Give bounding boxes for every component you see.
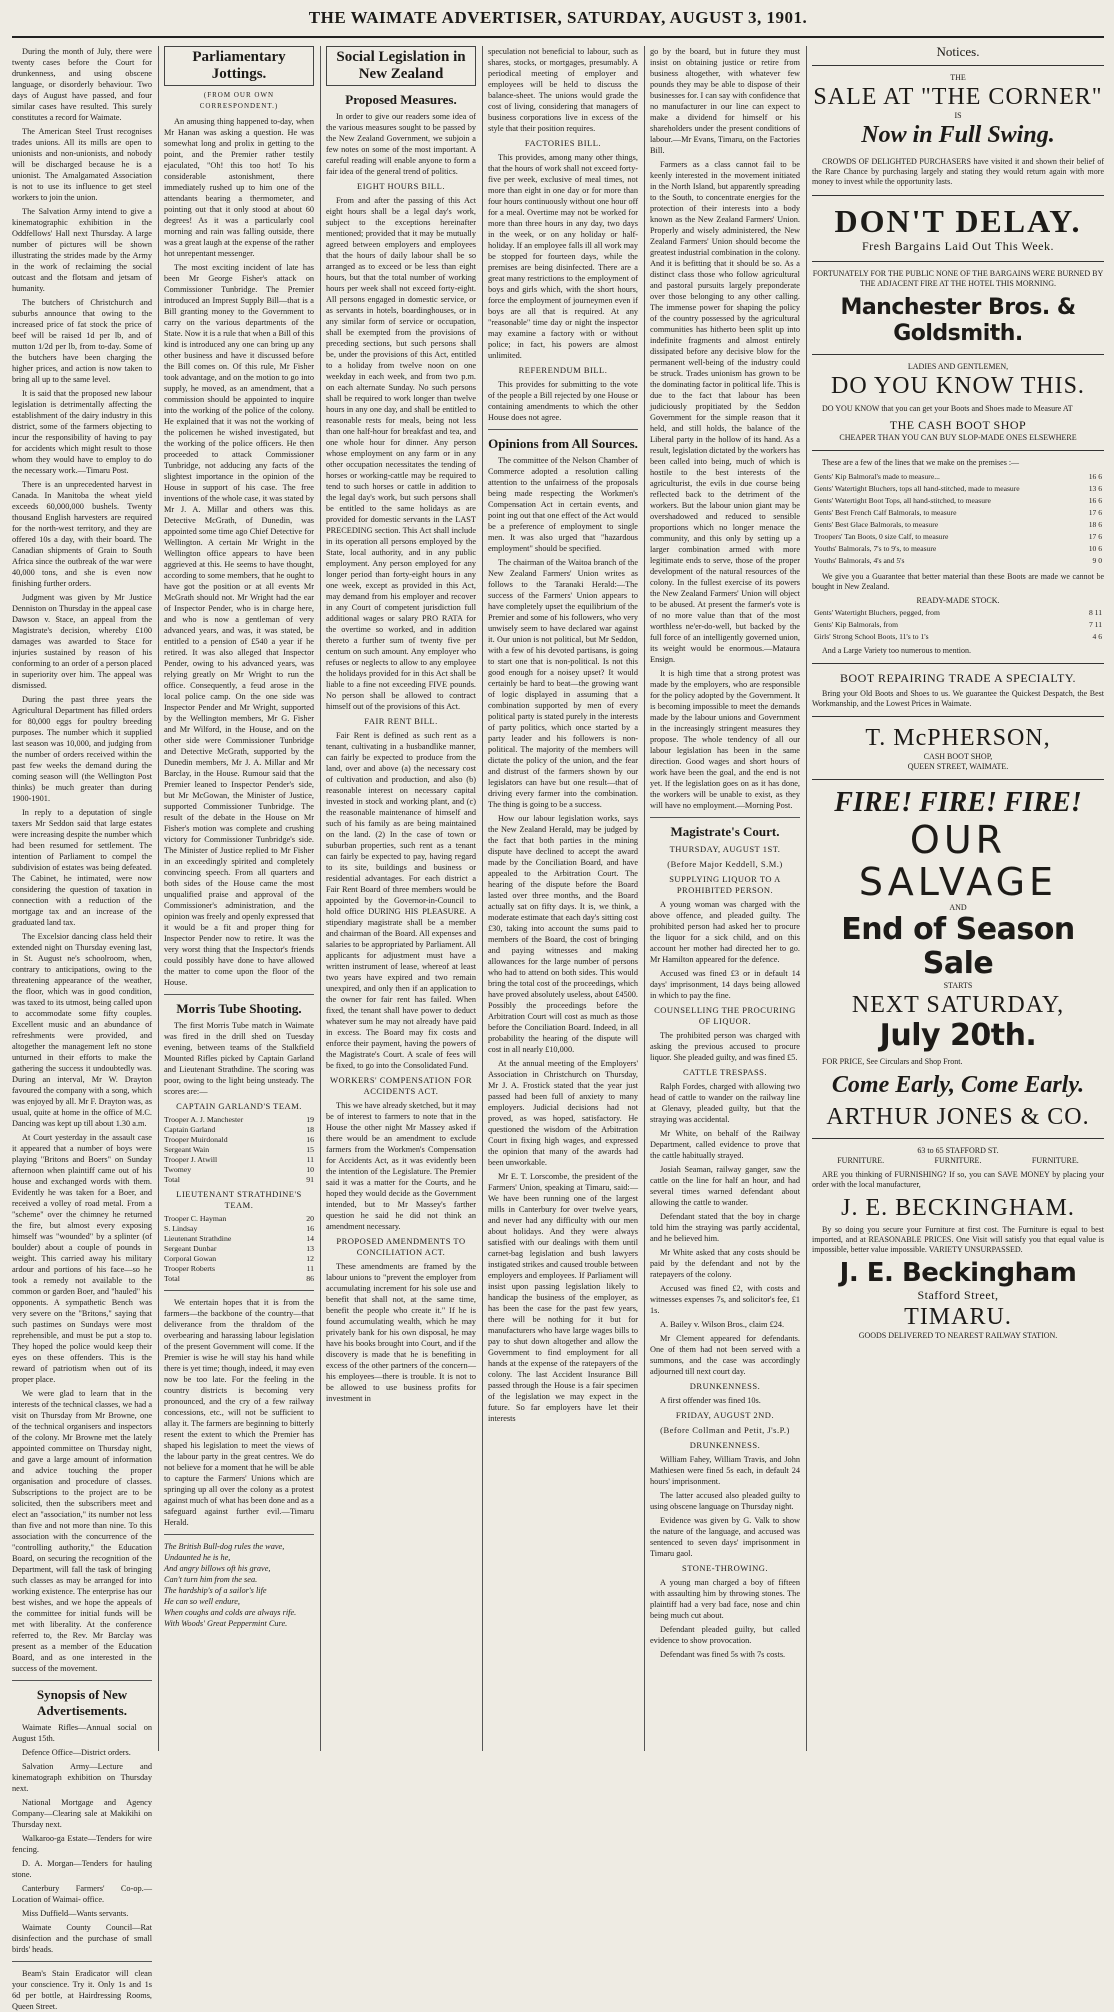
shooter-score: 11 (306, 1155, 314, 1164)
case-text: Evidence was given by G. Valk to show the nature of the language, and accused was sentenced to seven days' imprisonment in Timaru gaol. (650, 1516, 800, 1558)
eight-hours-text: From and after the passing of this Act eight hours shall be a legal day's work, subject to the exceptions hereinafter mentioned; provided that it may be mutually agreed between employers and employees that the hours of daily labour shall be so arranged as to exceed or be less than eight hours, but that the total number of working hours per week shall not exceed forty-eight. All persons engaged in domestic service, or as servants in hotels, boardinghouses, or in any similar form of service or occupation, shall be exempted from the provisions of preceding sections, but such persons shall be, under the provisions of this Act, entitled to a holiday from twelve noon on one weekday in each week, and from two p.m. on each alternate Sunday. No such persons shall be required to work longer than twelve hours in any one day, and shall be entitled to reasonable rests for meals, being not less than one half-hour for breakfast and tea, and one whole hour for dinner. Any person whose employment on any farm or in any other occupation necessitates the tending of horses or working-cattle may be required to tend to such horses or cattle in addition to the legal day's work, but such persons shall be entitled to the same holidays as are provided for domestic servants in the LAST PRECEDING section. This Act shall include in its operation all persons employed by the State, local authority, and in any public employment. Any person employed for any longer period than forty-eight hours in any one week, except as provided in this Act, may demand from his employer and recover in any Court of competent jurisdiction full additional wages or salary PRO RATA for the overtime so worked, and in addition thereto a further sum of twenty five per centum on such amount. Any employer who refuses or neglects to allow to any employee the holidays provided for in this Act shall be liable to a fine not exceeding FIVE pounds. No person shall be allowed to contract himself out of the provisions of this Act. (326, 196, 476, 711)
repairing-text: Bring your Old Boots and Shoes to us. We guarantee the Quickest Despatch, the Best Workmanship, and the Lowest Prices in Waimate. (812, 689, 1104, 708)
furniture-label: FURNITURE. (934, 1156, 982, 1165)
score-row (164, 1244, 314, 1254)
score-table (164, 1115, 314, 1185)
case-text: Defendant pleaded guilty, but called evidence to show provocation. (650, 1625, 800, 1645)
our-salvage: OUR SALVAGE (858, 818, 1058, 904)
price-row (814, 632, 1102, 642)
team-title: CAPTAIN GARLAND'S TEAM. (176, 1101, 302, 1111)
cheaper-text: CHEAPER THAN YOU CAN BUY SLOP-MADE ONES ELSEWHERE (839, 433, 1077, 442)
fire-fire-fire: FIRE! FIRE! FIRE! (834, 787, 1082, 818)
court-bench: (Before Major Keddell, S.M.) (667, 859, 783, 869)
price-value: 10 6 (1088, 544, 1102, 553)
mcpherson-name: T. McPHERSON, (865, 725, 1051, 751)
synopsis-item: Defence Office—District orders. (22, 1748, 131, 1757)
sale-at-the-corner: SALE AT "THE CORNER" (813, 84, 1103, 110)
score-row (164, 1125, 314, 1135)
price-item: Gents' Best Glace Balmorals, to measure (814, 520, 939, 529)
section-heading: WORKERS' COMPENSATION FOR ACCIDENTS ACT. (329, 1075, 473, 1096)
continued-paragraph: speculation not beneficial to labour, such as shares, stocks, or mortgages, presumably. A periodical meeting of employer and employees will be held to discuss the balance-sheet. The unions would grade the cost of living, considering that managers of business corporations live in excess of the style that their position requires. (488, 47, 638, 133)
synopsis-item: Canterbury Farmers' Co-op.—Location of Waimai- office. (12, 1884, 152, 1904)
ready-made-title: READY-MADE STOCK. (916, 596, 1000, 605)
price-value: 8 11 (1088, 608, 1102, 617)
news-paragraph: There is an unprecedented harvest in Canada. In Manitoba the wheat yield exceeds 60,000,000 bushels. Twenty thousand English harvesters are required for the north-west territory, and they are offered 10s a day, with their board. The Canadian shipments of Grain to South Africa since the outbreak of the war were 40,000 tons, and she is even now finishing further orders. (12, 480, 152, 588)
opinion-paragraph: How our labour legislation works, says the New Zealand Herald, may be judged by the fact that both parties in the mining dispute have declined to accept the award made by the Conciliation Board, and have appealed to the Arbitration Court. The hearing of the dispute before the Board lasted over three months, and the Board actually sat on fifty days. It is, we think, a moderate estimate that each day's sitting cost £30, taking into account the sums paid to members of the Board, the cost of bringing and paying witnesses and making allowances for the large number of persons who had to attend on both sides. This would bring the total cost of the proceedings, which have proved absolutely useless, about £4500. Possibly the proceedings before the Arbitration Court will cost as much as those before the Conciliation Board. Indeed, in all probability the hearing of the dispute will cost in all nearly £10,000. (488, 814, 639, 1054)
court-date: FRIDAY, AUGUST 2ND. (675, 1410, 775, 1420)
news-paragraph: The Salvation Army intend to give a kinematographic exhibition in the Oddfellows' Hall next Thursday. A large number of pictures will be shown illustrating the strides made by the Army in the work of reclaiming the social outcast and the flotsam and jetsam of humanity. (12, 207, 152, 293)
price-value: 18 6 (1088, 520, 1102, 529)
score-row (164, 1115, 314, 1125)
case-heading: STONE-THROWING. (682, 1563, 768, 1573)
case-text: A young woman was charged with the above offence, and pleaded guilty. The prohibited person had asked her to procure the liquor for a sick child, and on this account her mother had directed her to go. Mr Hamilton appeared for the defence. (650, 900, 800, 964)
are-you-furnishing: ARE you thinking of FURNISHING? If so, you can SAVE MONEY by placing your order with the local manufacturer, (812, 1170, 1104, 1189)
score-row (164, 1145, 314, 1155)
intro-paragraph: In order to give our readers some idea of the various measures sought to be passed by the New Zealand Government, we subjoin a few notes on some of the most important. A careful reading will enable anyone to form a fair idea of the general trend of politics. (326, 112, 476, 176)
cash-boot-shop: THE CASH BOOT SHOP (889, 418, 1027, 432)
column-social-legislation (326, 46, 476, 1751)
divider (12, 1680, 152, 1681)
manchester-bros: Manchester Bros. & Goldsmith. (840, 295, 1076, 346)
lines-intro: These are a few of the lines that we make on the premises :— (822, 458, 1020, 467)
boot-repairing: BOOT REPAIRING TRADE A SPECIALTY. (840, 671, 1076, 685)
team-title: LIEUTENANT STRATHDINE'S TEAM. (176, 1189, 302, 1210)
price-value: 7 11 (1088, 620, 1102, 629)
synopsis-item: National Mortgage and Agency Company—Clearing sale at Makikihi on Thursday next. (12, 1798, 152, 1829)
shooter-score: 20 (306, 1214, 314, 1223)
opinion-paragraph: Mr E. T. Lorscombe, the president of the Farmers' Union, speaking at Timaru, said:—We have been running one of the largest mills in Canterbury for over twelve years, and never had any difficulty with our men about holidays. And they were always satisfied with our dealings with them until carnet-bag legislation and bush lawyers instigated strikes and caused trouble between employers and employees. If Parliament will insist upon passing legislation likely to handicap the business of the employer, as has been the case for the past few years, there will be nothing for it but for manufacturers who have large wages bills to pay to shut down altogether and allow the Government to find employment for all hands at the expense of the ratepayers of the colony. The last Accident Insurance Bill passed through the House is a fair specimen of the legislation we may expect in the future. So far employers have let their interests (488, 1172, 638, 1423)
price-value: 17 6 (1088, 532, 1102, 541)
july-20th: July 20th. (879, 1018, 1037, 1053)
now-in-full-swing: Now in Full Swing. (861, 122, 1055, 148)
case-text: Mr White asked that any costs should be paid by the defendant and not by the ratepayers of the colony. (650, 1248, 800, 1279)
stafford-street: Stafford Street, (917, 1288, 999, 1302)
case-text: Josiah Seaman, railway ganger, saw the cattle on the line for half an hour, and had several times warned defendant about allowing the cattle to wander. (650, 1165, 800, 1207)
case-heading: DRUNKENNESS. (689, 1381, 761, 1391)
price-row (814, 608, 1102, 618)
price-value: 9 0 (1092, 556, 1102, 565)
stafford-address: 63 to 65 STAFFORD ST. (917, 1146, 999, 1155)
news-paragraph: Judgment was given by Mr Justice Denniston on Thursday in the appeal case Dawson v. Stace, an appeal from the Magistrate's decision, whereby £100 damages was awarded to Stace for injuries sustained by reason of his conforming to an order of a person placed in superiority over him. The appeal was dismissed. (12, 593, 152, 690)
guarantee-text: We give you a Guarantee that better material than these Boots are made we cannot be bought in New Zealand. (812, 572, 1104, 591)
variety-text: And a Large Variety too numerous to mention. (822, 646, 972, 655)
price-row (814, 472, 1102, 482)
news-paragraph: In reply to a deputation of single taxers Mr Seddon said that large estates were increasing despite the number which had been resumed for settlement. The intention of Parliament to compel the subdivision of estates was being defeated. The Cabinet, he intimated, were now considering the question of taxation in connection with a reduction of the mortgage tax and an increase of the graduated land tax. (12, 808, 152, 927)
price-row (814, 508, 1102, 518)
shooter-score: 18 (306, 1125, 314, 1134)
referendum-text: This provides for submitting to the vote of the people a Bill rejected by one House or containing amendments to which the other House does not agree. (488, 380, 638, 422)
do-you-know-this: DO YOU KNOW THIS. (831, 373, 1085, 399)
case-text: Ralph Fordes, charged with allowing two head of cattle to wander on the railway line at Glenavy, pleaded guilty, but that the straying was accidental. (650, 1082, 800, 1124)
shooter-score: 12 (306, 1254, 314, 1263)
score-row (164, 1155, 314, 1165)
parliamentary-title: Parliamentary Jottings. (164, 46, 314, 86)
verse-line: With Woods' Great Peppermint Cure. (164, 1619, 288, 1628)
divider (164, 1534, 314, 1535)
synopsis-item: Walkaroo-ga Estate—Tenders for wire fencing. (12, 1834, 152, 1854)
factories-text: This provides, among many other things, that the hours of work shall not exceed forty-five per week, exclusive of meal times, not more than eight in one day or for more than four hours continuously without one hour off for a meal. Overtime may not be worked for more than three hours in any day, two days in the week, or on any holiday or half-holiday. If an employee falls ill all work may be stopped for fourteen days, while the premises are being disinfected. There are a great many restrictions to the employment of boys and girls which, with the short hours, force the employment of journeymen even if boys are all that is required. At any "reasonable" time day or night the inspector may examine a factory with or without police; in fact, his powers are almost unlimited. (488, 153, 638, 360)
shooter-name: Sergeant Wain (164, 1145, 210, 1154)
case-heading: COUNSELLING THE PROCURING OF LIQUOR. (654, 1005, 796, 1026)
synopsis-title: Synopsis of New Advertisements. (36, 1687, 128, 1718)
verse-line: Undaunted he is he, (164, 1553, 231, 1562)
shooter-name: S. Lindsay (164, 1224, 198, 1233)
shooter-name: Total (164, 1274, 180, 1283)
case-text: Defendant stated that the boy in charge told him the straying was partly accidental, and he believed him. (650, 1212, 800, 1243)
goods-delivered: GOODS DELIVERED TO NEAREST RAILWAY STATION. (858, 1331, 1058, 1340)
divider (650, 817, 800, 818)
price-item: Gents' Watertight Bluchers, pegged, from (814, 608, 940, 617)
shooter-score: 15 (306, 1145, 314, 1154)
synopsis-item: Waimate County Council—Rat disinfection and the purchase of small birds' heads. (12, 1923, 152, 1954)
case-text: A young man charged a boy of fifteen with assaulting him by throwing stones. The plaintiff had a very bad face, nose and chin being much cut about. (650, 1578, 800, 1620)
do-you-know-text: DO YOU KNOW that you can get your Boots and Shoes made to Measure AT (822, 404, 1073, 413)
case-heading: CATTLE TRESPASS. (682, 1067, 768, 1077)
morris-tube-title: Morris Tube Shooting. (176, 1001, 302, 1016)
end-of-season-sale: End of Season Sale (841, 912, 1075, 981)
shooter-name: Trooper J. Atwill (164, 1155, 218, 1164)
news-paragraph: The Excelsior dancing class held their extended night on Thursday evening last, in St. August ne's schoolroom, when, contrary to anticipations, owing to the threatening appearance of the weather, the floor, which was in good condition, was taxed to its utmost, being called upon to accommodate some fifty couples. Excellent music and an abundance of refreshments were provided, and altogether the management left no stone unturned in their efforts to make the gathering the success it undoubtedly was. During an interval, Mr W. Drayton favoured the company with a song, which was enjoyed by all. Mr F. Drayton was, as usual, quite at home in the office of M.C. Dancing was kept up till about 1.30 a.m. (12, 932, 152, 1128)
column-rule (158, 46, 159, 1751)
opinion-paragraph: The chairman of the Waitoa branch of the New Zealand Farmers' Union writes as follows to the Taranaki Herald:—The success of the Farmers' Union appears to have completely upset the equilibrium of the Premier and some of his followers, who very unwisely seem to have declared war against it. Our union is not political, but Mr Seddon, with a few of his devoted partisans, is going to start one that is non-political. Is not this good enough for a noisey upset? It would certainly be hard to beat—the growing want of logic displayed in assuming that a combination supported by men of every political party is stated purely in the interests of party politics, which once started by a party leader and his followers is non-political. The majority of the members will dictate the policy of the union, and the fear and distrust of the farmers shown by our legislators can have but one result—that of driving every farmer into the combination. The thing is going to be a success. (488, 558, 638, 809)
beckingham-logo: J. E. Beckingham (839, 1258, 1077, 1288)
mcpherson-address: QUEEN STREET, WAIMATE. (907, 762, 1009, 771)
ad-rule (812, 195, 1104, 196)
case-text: A. Bailey v. Wilson Bros., claim £24. (660, 1320, 785, 1329)
verse-line: The hardship's of a sailor's life (164, 1586, 267, 1595)
score-row (164, 1224, 314, 1234)
score-row (164, 1135, 314, 1145)
divider (164, 1290, 314, 1291)
farmers-paragraph: We entertain hopes that it is from the farmers—the backbone of the country—that deliverance from the thraldom of the overbearing and harassing labour legislation of the present Government will come. If the Premier is wise he will stay his hand while there is yet time; though, indeed, it may even now be too late. For the feeling in the country districts is becoming very pronounced, and the cry of a few railway concessions, etc., will not be sufficient to allay it. The farmers are beginning to bitterly resent the extent to which the Premier has shaped his legislation to meet the views of the labour party in the great centres. We do not believe for a moment that he will be able to capture the Farmers' Unions which are springing up all over the colony as a protest against much of what has been done and as a safeguard against further evil.—Timaru Herald. (164, 1298, 314, 1527)
ad-rule (812, 354, 1104, 355)
shooter-name: Sergeant Dunbar (164, 1244, 217, 1253)
court-bench: (Before Collman and Petit, J's.P.) (660, 1425, 790, 1435)
for-price-text: FOR PRICE, See Circulars and Shop Front. (822, 1057, 963, 1066)
column-rule (644, 46, 645, 1751)
ad-and: AND (949, 903, 967, 912)
shooter-score: 16 (306, 1135, 314, 1144)
verse-line: And angry billows oft his grave, (164, 1564, 271, 1573)
parliamentary-paragraph: The most exciting incident of late has been Mr George Fisher's attack on Commissioner Tunbridge. The Premier introduced an Imprest Supply Bill—that is a Bill granting money to the Government to carry on the various departments of the State. Now it is a rule that when a Bill of this kind is introduced any one can bring up any other business and have it discussed before the Bill comes on. Of this rule, Mr Fisher took advantage, and on the motion to go into supply, he moved, as an amendment, that a commission should be appointed to inquire into the working of the police of the colony. He explained that it was not the working of the policemen he wished investigated, but the working of the police officers. He then proceeded to attack Commissioner Tunbridge, not adducing any facts of the slightest importance in the opinion of the House in support of his case. The free inventions of the whole case, it was stated by Mr J. A. Millar and others was this. Detective McGrath, of Dunedin, was appointed some time ago Chief Detective for Wellington. A certain Mr Wright in the Wellington office appears to have been aggrieved at this. He seems to have thought, according to some members, that he ought to have got the position or at all events Mr McGrath should not. Mr Wright had the ear of Inspector Pender, who is in charge here, and who is now a gentleman of very advanced years, and was, it was stated, be entitled to a pension of £540 a year if he retired. It was also alleged that Inspector Pender, owing to his advanced years, was relying greatly on Mr Wright to run the office. Consequently, a feud arose in the local police camp. On the one side was Inspector Pender and Mr Wright, supported by the Wellington members, Mr G. Fisher and Mr Wilford, in the House, and on the other side were Commissioner Tunbridge and Detective McGrath, supported by the Dunedin members, Mr J. A. Millar and Mr Barclay, in the House. Rumour said that the Premier leaned to Inspector Pender's side, but Mr McGowan, the Minister of Justice, supported Commissioner Tunbridge. The result of the debate in the House on Mr Fisher's motion was complete and crushing victory for Commissioner Tunbridge's side. The Minister of Justice replied to Mr Fisher in an exceedingly spirited and completely convincing speech. From all quarters and both sides of the House came the most unqualified praise and approval of the Commissioner's administration, and the opinion was freely and openly expressed that it would be a fit and proper thing for Inspector Pender now to retire. It was the very worst thing that the Inspector's friends could possibly have done to have allowed the matter to come upon the floor of the House. (164, 263, 315, 987)
beckingham-text: By so doing you secure your Furniture at first cost. The Furniture is equal to best imported, and at REASONABLE PRICES. One Visit will satisfy you that equal value is impossible, better value impossible. VARIETY UNSURPASSED. (812, 1225, 1104, 1254)
byline: (FROM OUR OWN CORRESPONDENT.) (199, 91, 279, 110)
shooter-score: 91 (306, 1175, 314, 1184)
shooter-name: Twomey (164, 1165, 192, 1174)
farmers-union-paragraph: Farmers as a class cannot fail to be keenly interested in the movement initiated in the North Island, but apparently spreading to the South, to concentrate energies for the protection of their interests into a body known as the New Zealand Farmers' Union. Properly and wisely administered, the New Zealand Farmers' Union should become the greatest industrial combination in the colony. And it is befitting that it should be so. As a distinct class those who follow agricultural and pastoral pursuits largely preponderate over those belonging to any other calling. The immense power for shaping the policy of the country possessed by the agricultural communities has hitherto been split up into indefinite fragments and almost entirely dissipated before any decisive blow for the permanent well-being of the industry could be struck. Trades unionism has grown to be the dominating factor in political life. This is due to the fact that labour has been judiciously propitiated by the Seddon Government for the simple reason that it held, and still holds, the balance of the Liberal party in the hollow of its hand. As a result, legislation dictated by the workers has been called into being, much of which is hostile to the best interests of the agriculturist, the evils in due course being reflected back to the detriment of the workers. But the labour union giant may be overshadowed and reduced to sensible proportions which no longer menace the community, and this only by setting up a larger combination armed with more legitimate ends to serve, those of the proper development of the natural resources of the colony. In the fullest exercise of its powers the New Zealand Farmers' Union will object to be abused. At present the farmer's vote is of no more value than that of the most worthless ne'er-do-well, but backed by the full force of an intelligently governed union, its weight would be enormous.—Mataura Ensign. (650, 160, 800, 664)
price-item: Girls' Strong School Boots, 11's to 1's (814, 632, 929, 641)
shooter-score: 13 (306, 1244, 314, 1253)
column-opinions (488, 46, 638, 1751)
protest-paragraph: It is high time that a strong protest was made by the employers, who are responsible for the policy adopted by the Government. It is becoming impossible to meet the demands made by the labour unions and Government in the increasingly stringent measures they propose. The whole tendency of all our labour legislation has been in the same direction. Good wages and short hours of work have been the goal, and the end is not yet. If the legislation goes on as it has done, the workers will be unable to exist, as they will have no employment.—Morning Post. (650, 669, 800, 810)
news-paragraph: At Court yesterday in the assault case it appeared that a number of boys were playing "Britons and Boers" on Sunday afternoon when plaintiff came out of his house and exchanged words with them. Evidently he was taken for a Boer, and received a volley of road metal. From a "scheme" over the chimney he returned the fire, but almost every exposing himself was "wounded" by a splinter (of boulder) about a couple of pounds in weight. This carried away his military ardour and portions of his face—so he took a remedy not available to the common or garden Boer, and "hauled" his opponents. A sympathetic Bench was very severe on the "Britons," saying that such pastimes on Sundays were most reprehensible, and must be put a stop to. They hoped the police would keep their eyes on these offenders. This is the reward of patriotism when out of its proper place. (12, 1133, 152, 1384)
case-text: Accused was fined £3 or in default 14 days' imprisonment, 14 days being allowed in which to pay the fine. (650, 969, 800, 1000)
news-paragraph: We were glad to learn that in the interests of the technical classes, we had a visit on Thursday from Mr Browne, one of the technical organisers and inspectors of the colony. Mr Browne met the lately appointed committee on Thursday night, and gave a large amount of information and advice touching the proper organisation and procedure of classes. Subscriptions to the project are to be solicited, then the subscribers meet and elect an "association," its number not less than five and not more than nine. To this association with the concurrence of the "controlling authority," the Education Board, on securing the recognition of the Department, will fall the task of bringing such classes as may be arranged for into working existence. The enterprise has our best wishes, and we hope the appeals of the committee for initial funds will be met with liberality. At the conference referred to, the Rev. Mr Barclay was present as a member of the Education Board, and as one interested in the success of the movement. (12, 1389, 152, 1673)
ad-starts: STARTS (943, 981, 973, 990)
case-text: Accused was fined £2, with costs and witnesses expenses 7s, and solicitor's fee, £1 1s. (650, 1284, 800, 1315)
ad-rule (812, 1138, 1104, 1139)
case-text: Defendant was fined 5s with 7s costs. (660, 1650, 786, 1659)
score-row (164, 1165, 314, 1175)
conciliation-text: These amendments are framed by the labour unions to "prevent the employer from accumulating increment for his sole use and benefit that shall not, at the same time, benefit the people who create it." If he is found accumulating wealth, which he may privately bank for his own disposal, he may have his books brought into Court, and if the discovery is made that he is benefiting in excess of the other partners of the concern—his employees—there is trouble. It is not to be allowed to use business profits for investment in (326, 1262, 476, 1403)
social-legislation-title: Social Legislation in New Zealand (326, 46, 476, 86)
column-parliamentary (164, 46, 314, 1751)
next-saturday: NEXT SATURDAY, (851, 992, 1065, 1018)
fresh-bargains: Fresh Bargains Laid Out This Week. (861, 239, 1054, 253)
price-row (814, 484, 1102, 494)
opinion-paragraph: At the annual meeting of the Employers' Association in Christchurch on Thursday, Mr J. A. Frostick stated that the year just passed had been full of anxiety to many employers. Judicial decisions had not proved, as was hoped, satisfactory. He questioned the wisdom of the Arbitration Court in fixing high wages, and expressed the opinion that many of the awards had been unworkable. (488, 1059, 638, 1167)
case-heading: SUPPLYING LIQUOR TO A PROHIBITED PERSON. (669, 874, 781, 895)
case-heading: DRUNKENNESS. (689, 1440, 761, 1450)
synopsis-item: Miss Duffield—Wants servants. (22, 1909, 129, 1918)
news-paragraph: The butchers of Christchurch and suburbs announce that owing to the increased price of fat stock the price of beef will be raised 1d per lb, and of mutton 1/2d per lb, from to-day. Some of the butchers have been charging the higher prices, and action is now taken to bring all up to the same level. (12, 298, 152, 384)
section-heading: PROPOSED AMENDMENTS TO CONCILIATION ACT. (336, 1236, 466, 1257)
ladies-gentlemen: LADIES AND GENTLEMEN, (907, 362, 1009, 371)
shooter-name: Lieutenant Strathdine (164, 1234, 232, 1243)
case-text: The prohibited person was charged with asking the previous accused to procure liquor. She pleaded guilty, and was fined £5. (650, 1031, 800, 1062)
mcpherson-shop: CASH BOOT SHOP, (923, 752, 993, 761)
ad-rule (812, 450, 1104, 451)
proposed-measures-title: Proposed Measures. (345, 92, 457, 107)
column-notices (812, 46, 1104, 1751)
price-item: Gents' Watertight Bluchers, tops all hand-stitched, made to measure (814, 484, 1020, 493)
magistrates-court-title: Magistrate's Court. (670, 824, 780, 839)
case-text: William Fahey, William Travis, and John Mathiesen were fined 5s each, in default 24 hours' imprisonment. (650, 1455, 800, 1486)
column-rule (482, 46, 483, 1751)
price-item: Youths' Balmorals, 4's and 5's (814, 556, 905, 565)
price-value: 16 6 (1088, 496, 1102, 505)
morris-intro: The first Morris Tube match in Waimate was fired in the drill shed on Tuesday evening, between teams of the Stalkfield Mounted Rifles picked by Captain Garland and Lieutenant Strathdine. The scoring was poor, owing to the light being unsteady. The scores are:— (164, 1021, 314, 1096)
news-paragraph: During the past three years the Agricultural Department has filled orders for 80,000 eggs for poultry breeding purposes. The number which it supplied last season was 10,000, and judging from the number of orders received within the past few weeks the demand during the coming season will (the Wellington Post thinks) be much greater than during 1900-1901. (12, 695, 152, 803)
price-table (812, 606, 1104, 644)
price-item: Youths' Balmorals, 7's to 9's, to measure (814, 544, 937, 553)
shooter-name: Corporal Gowan (164, 1254, 217, 1263)
price-item: Gents' Kip Balmorals, from (814, 620, 899, 629)
price-value: 4 6 (1092, 632, 1102, 641)
ad-rule (812, 779, 1104, 780)
score-row (164, 1175, 314, 1185)
ad-the: THE (950, 73, 966, 82)
case-text: Mr White, on behalf of the Railway Department, called evidence to prove that the cattle habitually strayed. (650, 1129, 800, 1160)
price-item: Gents' Kip Balmoral's made to measure... (814, 472, 940, 481)
synopsis-item: Waimate Rifles—Annual social on August 15th. (12, 1723, 152, 1743)
newspaper-page (12, 6, 1104, 2011)
stain-eradicator-ad: Beam's Stain Eradicator will clean your conscience. Try it. Only 1s and 1s 6d per bottle, at Hairdressing Rooms, Queen Street. (12, 1969, 152, 2011)
divider (12, 1961, 152, 1962)
price-row (814, 556, 1102, 566)
beckingham-name: J. E. BECKINGHAM. (841, 1195, 1075, 1221)
news-paragraph: It is said that the proposed new labour legislation is detrimentally affecting the establishment of the dairy industry in this district, some of the farmers objecting to incur the responsibility of having to pay for accidents which might result to those whom they would have to employ to do the necessary work.—Timaru Post. (12, 389, 152, 475)
masthead: THE WAIMATE ADVERTISER, SATURDAY, AUGUST 3, 1901. (308, 8, 808, 27)
score-row (164, 1274, 314, 1284)
column-magistrates-court (650, 46, 800, 1751)
shooter-name: Trooper A. J. Manchester (164, 1115, 244, 1124)
shooter-name: Trooper C. Hayman (164, 1214, 227, 1223)
divider (164, 994, 314, 995)
shooter-name: Trooper Muirdonald (164, 1135, 228, 1144)
price-row (814, 496, 1102, 506)
verse-line: He can so well endure, (164, 1597, 240, 1606)
masthead-rule (12, 36, 1104, 38)
divider (488, 429, 638, 430)
shooter-score: 86 (306, 1274, 314, 1283)
price-row (814, 620, 1102, 630)
shooter-score: 11 (306, 1264, 314, 1273)
price-value: 13 6 (1088, 484, 1102, 493)
court-date: THURSDAY, AUGUST 1ST. (669, 844, 781, 854)
section-heading: FAIR RENT BILL. (364, 716, 438, 726)
price-item: Troopers' Tan Boots, 0 size Calf, to measure (814, 532, 949, 541)
price-value: 16 6 (1088, 472, 1102, 481)
case-text: Mr Clement appeared for defendants. One of them had not been served with a summons, and the case was accordingly adjourned till next court day. (650, 1334, 800, 1376)
price-row (814, 532, 1102, 542)
shooter-name: Total (164, 1175, 180, 1184)
price-row (814, 520, 1102, 530)
timaru: TIMARU. (904, 1304, 1012, 1330)
ad-is: IS (954, 111, 962, 120)
verse-line: The British Bull-dog rules the wave, (164, 1542, 285, 1551)
case-text: A first offender was fined 10s. (660, 1396, 761, 1405)
furniture-label: FURNITURE. (837, 1156, 885, 1165)
score-row (164, 1234, 314, 1244)
column-rule (806, 46, 807, 1751)
price-value: 17 6 (1088, 508, 1102, 517)
price-item: Gents' Watertight Boot Tops, all hand-stitched, to measure (814, 496, 991, 505)
score-table (164, 1214, 314, 1284)
shooter-score: 14 (306, 1234, 314, 1243)
score-row (164, 1254, 314, 1264)
ad-rule (812, 65, 1104, 66)
fortunately-text: FORTUNATELY FOR THE PUBLIC NONE OF THE BARGAINS WERE BURNED BY THE ADJACENT FIRE AT THE HOTEL THIS MORNING. (812, 269, 1104, 288)
case-text: The latter accused also pleaded guilty to using obscene language on Thursday night. (650, 1491, 800, 1511)
shooter-name: Captain Garland (164, 1125, 216, 1134)
notices-title: Notices. (936, 44, 980, 59)
come-early: Come Early, Come Early. (831, 1072, 1085, 1098)
furniture-label: FURNITURE. (1031, 1156, 1079, 1165)
dont-delay: DON'T DELAY. (834, 203, 1082, 239)
shooter-score: 19 (306, 1115, 314, 1124)
synopsis-item: D. A. Morgan—Tenders for hauling stone. (12, 1859, 152, 1879)
furniture-row (812, 1156, 1104, 1166)
section-heading: EIGHT HOURS BILL. (357, 181, 445, 191)
score-row (164, 1214, 314, 1224)
column-local-news (12, 46, 152, 2011)
shooter-score: 10 (306, 1165, 314, 1174)
shooter-score: 16 (306, 1224, 314, 1233)
ad-rule (812, 663, 1104, 664)
opinion-paragraph: The committee of the Nelson Chamber of Commerce adopted a resolution calling attention to the unfairness of the proposals being made respecting the Workmen's Compensation Act in certain events, and point ing out that one effect of the Act would be a preference of employment to single men. It was also urged that "hazardous employment" should be specified. (488, 456, 638, 553)
section-heading: REFERENDUM BILL. (518, 365, 608, 375)
verse-line: When coughs and colds are always rife. (164, 1608, 297, 1617)
price-item: Gents' Best French Calf Balmorals, to measure (814, 508, 957, 517)
parliamentary-paragraph: An amusing thing happened to-day, when Mr Hanan was asking a question. He was somewhat long and prolix in getting to the point, and the Premier rather testily ejaculated, "Oh! this too hot! To his considerable astonishment, there immediately rushed up to him one of the attendants bearing a thermometer, and pointing out that it only stood at about 60 degrees! As it was a particularly cool morning and rain was falling outside, there was a great laugh at the expense of the rather hot unrepentant messenger. (164, 117, 314, 258)
shooter-name: Trooper Roberts (164, 1264, 216, 1273)
score-row (164, 1264, 314, 1274)
synopsis-item: Salvation Army—Lecture and kinematograph exhibition on Thursday next. (12, 1762, 152, 1793)
ad-rule (812, 261, 1104, 262)
news-paragraph: The American Steel Trust recognises trades unions. All its mills are open to unionists and non-unionists, and nobody will be discharged because he is a unionist. The Amalgamated Association is not to use its influence to get steel workers to join the union. (12, 127, 152, 202)
ad-rule (812, 716, 1104, 717)
price-row (814, 544, 1102, 554)
opinions-title: Opinions from All Sources. (488, 436, 638, 451)
arthur-jones: ARTHUR JONES & CO. (826, 1104, 1090, 1130)
news-paragraph: During the month of July, there were twenty cases before the Court for drunkenness, and using obscene language, or disorderly behaviour. Two days of August have passed, and four similar cases have resulted. This surely constitutes a record for Waimate. (12, 47, 152, 122)
crowds-text: CROWDS OF DELIGHTED PURCHASERS have visited it and shown their belief of the Rare Chance by purchasing largely and stating they would return again with more money to invest while the opportunity lasts. (812, 157, 1104, 186)
workers-comp-text: This we have already sketched, but it may be of interest to farmers to note that in the House the other night Mr Massey asked if there would be an amendment to exclude farmers from the Workmen's Compensation for Accidents Act, as it was evidently been the intention of the Legislature. The Premier said it was a matter for the Courts, and he hoped they would decide as the Government intended, but to Mr Massey's farther question he said he did not think an amendment necessary. (326, 1101, 476, 1231)
column-rule (320, 46, 321, 1751)
verse-line: Can't turn him from the sea. (164, 1575, 258, 1584)
price-table (812, 470, 1104, 568)
fair-rent-text: Fair Rent is defined as such rent as a tenant, cultivating in a husbandlike manner, can fairly be expected to produce from the land, over and above (a) the necessary cost of cultivation and production, and also (b) reasonable interest on necessary capital invested in stock and working plant, and (c) the reasonable maintenance of himself and such of his family as are being maintained on the land. (2) In the case of town or suburban properties, such rent as a tenant can fairly be expected to pay, having regard to its site, buildings and business or residential advantages. For each district a Fair Rent Board of three members would be appointed by the Governor-in-Council to hold office DURING HIS PLEASURE. A stipendiary magistrate shall be a member and chairman of the Board. All expenses and salaries to be appropriated by Parliament. All applicants for adjustment must have a written instrument of lease, whereof at least two years have expired and two remain unexpired, and only then if an application to the owner for fair rent has failed. When fixed, the tenant shall have power to deduct whatever sum he may not already have paid in excess. The Board may fix costs and enforce their payment, having the powers of the Magistrate's Court. A scale of fees will be fixed, to go into the Consolidated Fund. (326, 731, 476, 1070)
continued-paragraph: go by the board, but in future they must insist on obtaining justice or retire from business altogether, with whatever few pounds they may be able to dispose of their businesses for. I can say with confidence that no manufacturer in our line can expect to make a dividend for himself or his shareholders under the present conditions of labour.—Mr Evans, Timaru, on the Factories Bill. (650, 47, 800, 155)
section-heading: FACTORIES BILL. (524, 138, 602, 148)
